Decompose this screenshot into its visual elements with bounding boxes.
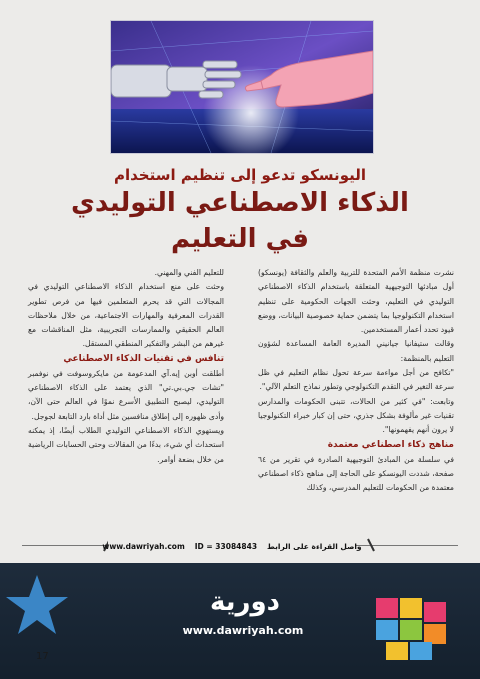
site-url[interactable]: www.dawriyah.com: [102, 541, 185, 551]
paragraph: "تكافح من أجل مواءمة سرعة تحول نظام التعليم في ظل سرعة التغير في التقدم التكنولوجي وتطور نماذج التعلم الآلي".: [258, 368, 454, 392]
article-id: ID = 33084843: [194, 541, 258, 551]
paragraph: في سلسلة من المبادئ التوجيهية الصادرة في تقرير من ٦٤ صفحة، شددت اليونسكو على الحاجة إلى مناهج ذكاء اصطناعي معتمدة من الحكومات للتعليم المدرسي، وكذلك: [258, 454, 454, 493]
hero-image: [110, 20, 374, 154]
robot-human-hands-image: [111, 21, 373, 153]
brand-name: دورية: [209, 587, 280, 617]
star-icon: [5, 573, 69, 637]
continue-reading-link[interactable]: [102, 537, 362, 555]
continue-reading-bar: [22, 534, 458, 558]
page-footer: [0, 563, 480, 679]
section-heading: مناهج ذكاء اصطناعي معتمدة: [327, 439, 454, 450]
article-title: الذكاء الاصطناعي التوليدي: [71, 188, 409, 218]
paragraph: وتابعت: "في كثير من الحالات، تتبنى الحكومات والمدارس تقنيات غير مألوفة بشكل جذري، حتى إن كبار خبراء التكنولوجيا لا يرون أنهم يفهمونها".: [258, 396, 454, 435]
paragraph: للتعليم الفني والمهني.: [154, 268, 224, 277]
pencil-icon: [366, 538, 376, 552]
paragraph: وقالت ستيفانيا جيانيني المديرة العامة المساعدة لشؤون التعليم بالمنظمة:: [258, 339, 454, 363]
paragraph: وحثت على منع استخدام الذكاء الاصطناعي التوليدي في المجالات التي قد يحرم المتعلمين فيها من فرص تطوير القدرات المعرفية والمهارات الاجتماعية، من خلال ملاحظات العالم الحقيقي والممارسات التجريبية، مثل المناقشات مع غيرهم من البشر والتفكير المنطقي المستقل.: [28, 282, 224, 349]
article-column-left: [28, 266, 224, 467]
article-title-line2: في التعليم: [171, 224, 309, 254]
paragraph: ويستهوي الذكاء الاصطناعي التوليدي الطلاب أيضًا، إذ يمكنه استحداث أي شيء، بدءًا من المقالات وحتى الحسابات الرياضية من خلال بضعة أوامر.: [28, 425, 224, 464]
section-heading: تنافس في تقنيات الذكاء الاصطناعي: [63, 353, 224, 364]
article-kicker: اليونسكو تدعو إلى تنظيم استخدام: [114, 166, 366, 184]
continue-reading-label: واصل القراءة على الرابط: [267, 541, 362, 551]
brand-logo-icon: [376, 598, 456, 662]
paragraph: نشرت منظمة الأمم المتحدة للتربية والعلم والثقافة (يونسكو) أول مبادئها التوجيهية المتعلقة باستخدام الذكاء الاصطناعي التوليدي في التعليم، وحثت الجهات الحكومية على تنظيم استخدام التكنولوجيا بما يتضمن حماية خصوصية البيانات، ووضع قيود تحدد أعمار المستخدمين.: [258, 268, 454, 335]
article-column-right: [258, 266, 454, 495]
page-number: 17: [36, 651, 49, 662]
paragraph: أطلقت أوبن إيه.آي المدعومة من مايكروسوفت في نوفمبر "تشات جي.بي.تي" الذي يعتمد على الذكاء الاصطناعي التوليدي، ليصبح التطبيق الأسرع نموًا في العالم حتى الآن، وأدى ظهوره إلى إطلاق منافسين مثل أداة بارد التابعة لجوجل.: [28, 368, 224, 421]
brand-url[interactable]: www.dawriyah.com: [182, 624, 304, 637]
